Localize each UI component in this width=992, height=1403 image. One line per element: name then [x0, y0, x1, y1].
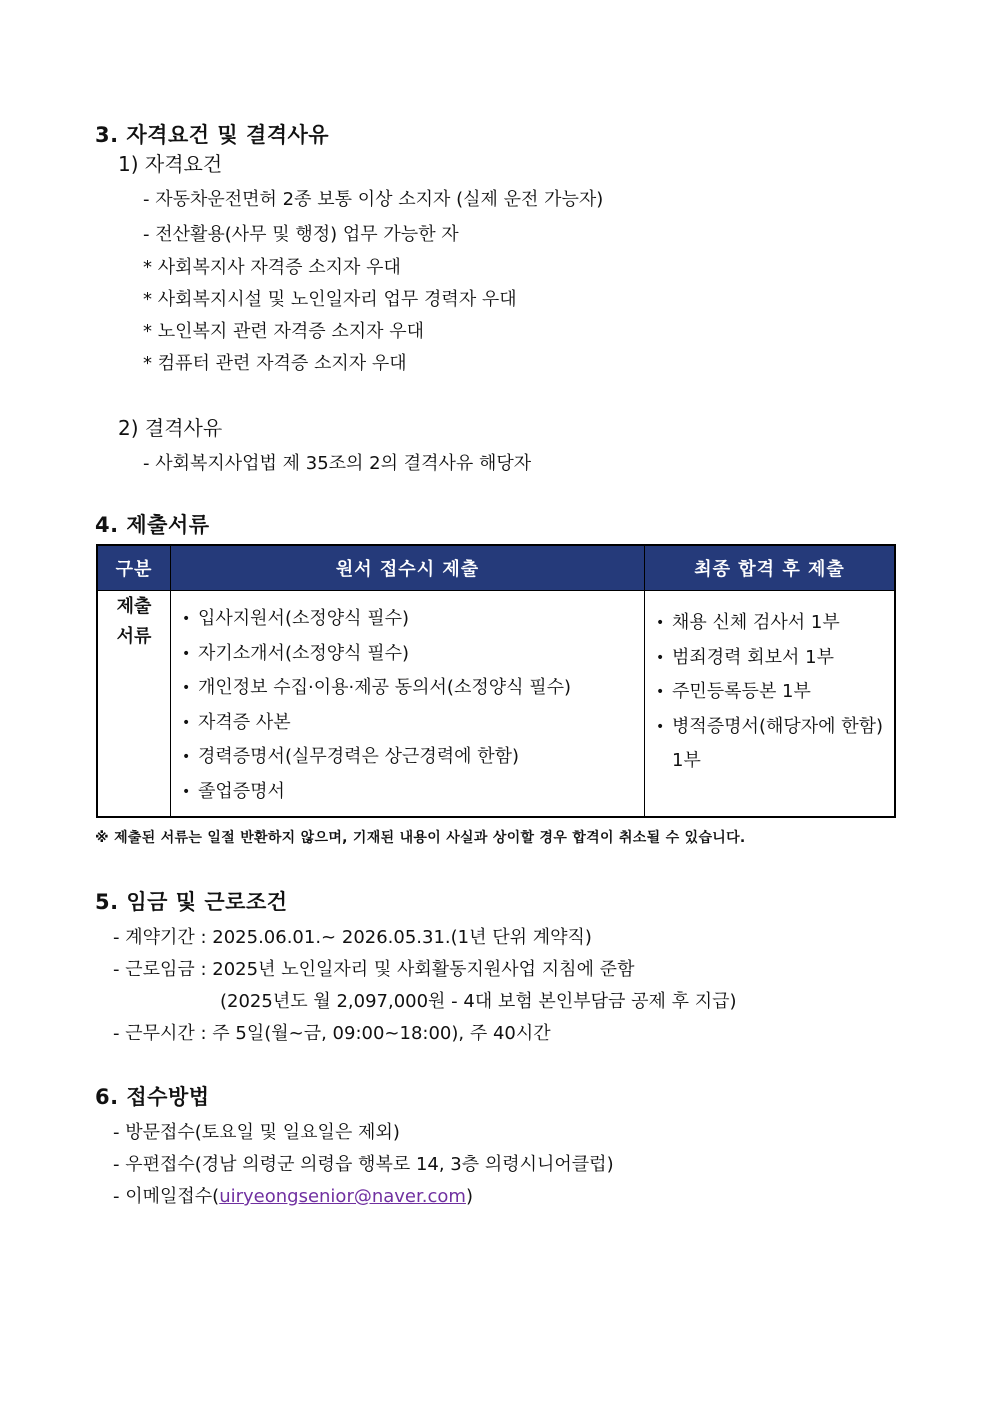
section-6-title: 6. 접수방법	[95, 1085, 210, 1109]
final-docs-list	[646, 592, 893, 785]
application-docs-list	[172, 592, 643, 815]
preference-social-worker: * 사회복지사 자격증 소지자 우대	[143, 257, 401, 278]
header-category: 구분	[97, 545, 171, 591]
mail-submission: - 우편접수(경남 의령군 의령읍 행복로 14, 3층 의령시니어클럽)	[113, 1154, 614, 1175]
category-line-2: 서류	[116, 626, 152, 647]
table-header-row	[97, 545, 895, 591]
list-item: • 주민등록등본 1부	[654, 675, 892, 710]
documents-note: ※ 제출된 서류는 일절 반환하지 않으며, 기재된 내용이 사실과 상이할 경우 합격이 취소될 수 있습니다.	[95, 830, 746, 846]
disqualification-item: - 사회복지사업법 제 35조의 2의 결격사유 해당자	[143, 453, 532, 474]
section-3-title: 3. 자격요건 및 결격사유	[95, 123, 330, 147]
list-item: • 범죄경력 회보서 1부	[654, 641, 892, 676]
final-docs-cell	[645, 591, 896, 818]
header-application: 원서 접수시 제출	[171, 545, 645, 591]
list-item: • 병적증명서(해당자에 한함) 1부	[654, 710, 892, 779]
list-item: • 경력증명서(실무경력은 상근경력에 한함)	[180, 740, 643, 775]
category-line-1: 제출	[116, 596, 152, 617]
disqualification-subtitle: 2) 결격사유	[118, 416, 223, 440]
list-item: • 입사지원서(소정양식 필수)	[180, 602, 643, 637]
category-cell	[97, 591, 171, 818]
section-4-title: 4. 제출서류	[95, 513, 210, 537]
section-5-title: 5. 임금 및 근로조건	[95, 890, 288, 914]
list-item: • 자기소개서(소정양식 필수)	[180, 637, 643, 672]
working-hours: - 근무시간 : 주 5일(월~금, 09:00~18:00), 주 40시간	[113, 1023, 551, 1044]
preference-elder-welfare: * 노인복지 관련 자격증 소지자 우대	[143, 321, 425, 342]
list-item: • 졸업증명서	[180, 775, 643, 810]
documents-table	[96, 544, 896, 818]
application-docs-cell	[171, 591, 645, 818]
preference-computer-cert: * 컴퓨터 관련 자격증 소지자 우대	[143, 353, 407, 374]
requirement-license: - 자동차운전면허 2종 보통 이상 소지자 (실제 운전 가능자)	[143, 189, 604, 210]
contract-period: - 계약기간 : 2025.06.01.~ 2026.05.31.(1년 단위 계약직)	[113, 927, 592, 948]
wage: - 근로임금 : 2025년 노인일자리 및 사회활동지원사업 지침에 준함	[113, 959, 635, 980]
email-link[interactable]: uiryeongsenior@naver.com	[219, 1186, 466, 1207]
table-row	[97, 591, 895, 818]
email-prefix: - 이메일접수(	[113, 1186, 220, 1207]
list-item: • 자격증 사본	[180, 706, 643, 741]
email-submission	[113, 1182, 473, 1208]
visit-submission: - 방문접수(토요일 및 일요일은 제외)	[113, 1122, 400, 1143]
requirement-computer: - 전산활용(사무 및 행정) 업무 가능한 자	[143, 224, 459, 245]
email-suffix: )	[465, 1186, 473, 1207]
list-item: • 개인정보 수집·이용·제공 동의서(소정양식 필수)	[180, 671, 643, 706]
list-item: • 채용 신체 검사서 1부	[654, 606, 892, 641]
preference-experience: * 사회복지시설 및 노인일자리 업무 경력자 우대	[143, 289, 517, 310]
qualification-subtitle: 1) 자격요건	[118, 152, 223, 176]
header-final: 최종 합격 후 제출	[645, 545, 896, 591]
wage-detail: (2025년도 월 2,097,000원 - 4대 보험 본인부담금 공제 후 지급)	[220, 991, 737, 1012]
